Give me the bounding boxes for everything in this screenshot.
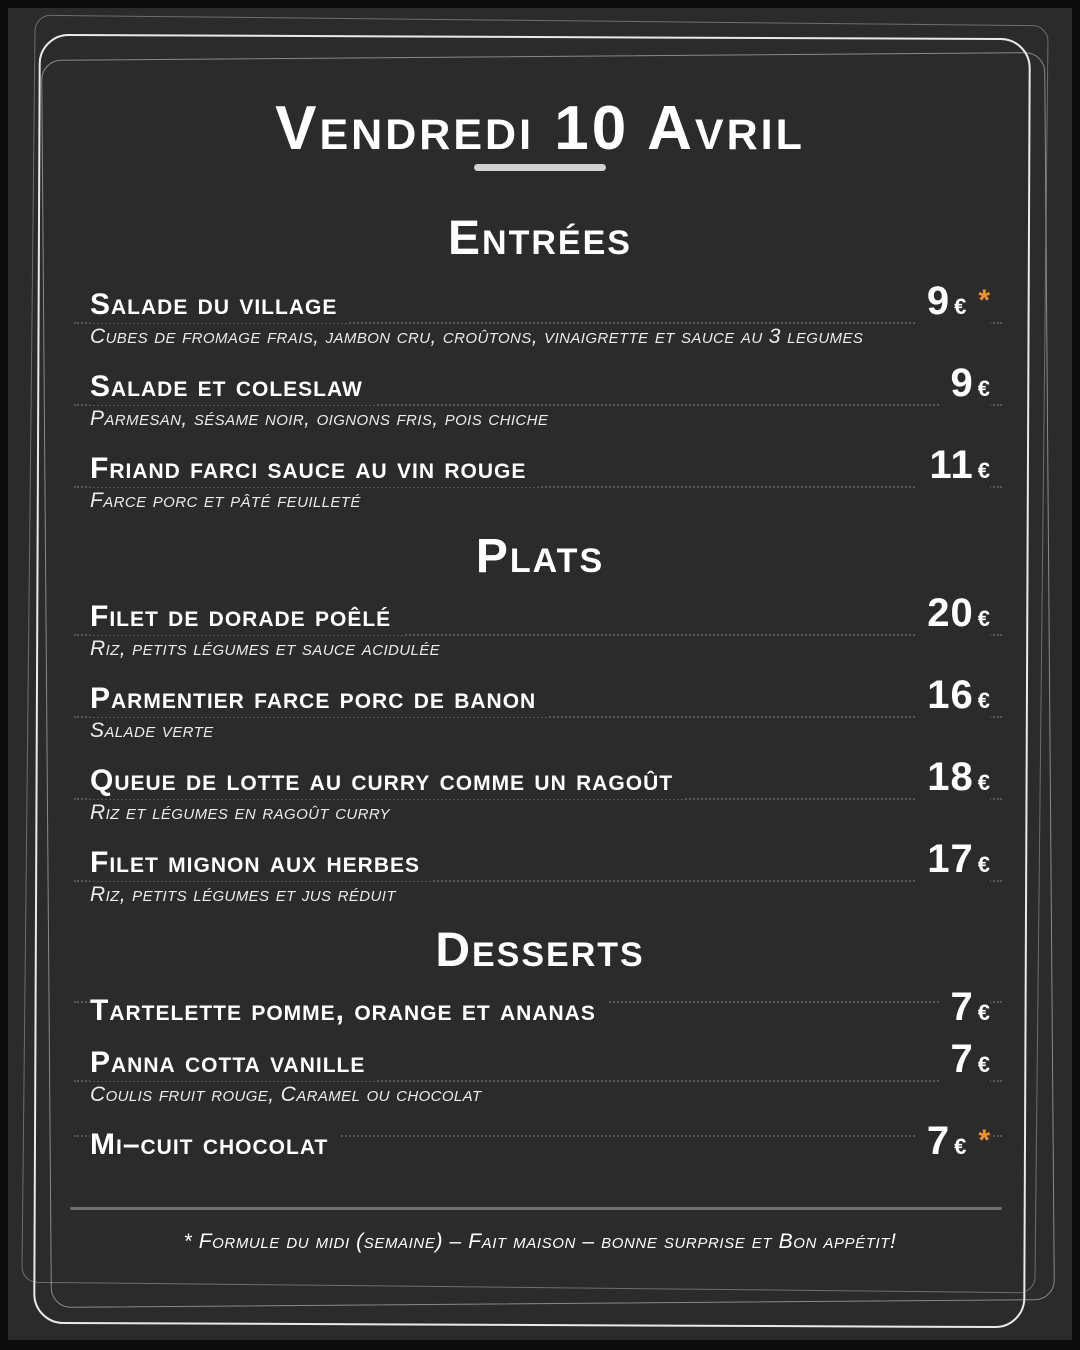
menu-date-title: Vendredi 10 Avril <box>275 94 805 163</box>
title-underline <box>474 164 606 171</box>
footer-note: * Formule du midi (semaine) – Fait maison – bonne surprise et Bon appétit! <box>183 1230 897 1253</box>
chalkboard <box>8 8 1072 1340</box>
item-description: Parmesan, sésame noir, oignons fris, pois chiche <box>90 407 549 430</box>
section-heading: Entrées <box>448 212 632 265</box>
price-value: 9 <box>926 279 951 323</box>
promo-asterisk: * <box>978 1124 990 1157</box>
menu-content <box>8 96 1072 1340</box>
item-name: Mi–cuit chocolat <box>90 1127 340 1163</box>
euro-sign: € <box>977 376 990 401</box>
menu-item <box>38 985 1042 1029</box>
menu-item <box>38 279 1042 349</box>
euro-sign: € <box>977 688 990 713</box>
item-name: Filet mignon aux herbes <box>90 845 432 881</box>
euro-sign: € <box>977 458 990 483</box>
item-row <box>90 755 990 799</box>
price-value: 17 <box>927 837 974 881</box>
item-row <box>90 443 990 487</box>
euro-sign: € <box>954 294 967 319</box>
item-row <box>90 985 990 1029</box>
item-name: Parmentier farce porc de banon <box>90 681 548 717</box>
item-price <box>915 279 990 328</box>
euro-sign: € <box>977 852 990 877</box>
item-price <box>915 1119 990 1168</box>
item-name: Filet de dorade poêlé <box>90 599 403 635</box>
item-price <box>915 837 990 886</box>
item-description: Cubes de fromage frais, jambon cru, croûtons, vinaigrette et sauce au 3 legumes <box>90 325 864 348</box>
menu-item <box>38 591 1042 661</box>
menu-item <box>38 361 1042 431</box>
promo-asterisk: * <box>978 284 990 317</box>
item-row <box>90 591 990 635</box>
item-price <box>939 361 991 410</box>
item-price <box>915 673 990 722</box>
menu-item <box>38 837 1042 907</box>
item-description: Riz, petits légumes et sauce acidulée <box>90 637 441 660</box>
section-heading: Desserts <box>435 924 645 977</box>
price-value: 20 <box>927 591 974 635</box>
item-price <box>917 443 990 492</box>
item-description: Coulis fruit rouge, Caramel ou chocolat <box>90 1083 482 1106</box>
menu-section <box>8 211 1072 513</box>
item-name: Panna cotta vanille <box>90 1045 377 1081</box>
item-row <box>90 673 990 717</box>
item-price <box>939 985 991 1034</box>
item-price <box>939 1037 991 1086</box>
menu-section <box>8 529 1072 907</box>
item-row <box>90 1119 990 1163</box>
euro-sign: € <box>977 606 990 631</box>
item-row <box>90 361 990 405</box>
item-name: Friand farci sauce au vin rouge <box>90 451 538 487</box>
price-value: 7 <box>950 985 974 1029</box>
item-row <box>90 837 990 881</box>
euro-sign: € <box>977 1052 990 1077</box>
menu-item <box>38 673 1042 743</box>
footer-divider <box>70 1207 1002 1210</box>
menu-item <box>38 443 1042 513</box>
section-heading: Plats <box>475 530 605 583</box>
item-description: Riz et légumes en ragoût curry <box>90 801 390 824</box>
item-name: Salade du village <box>90 287 349 323</box>
price-value: 11 <box>929 443 974 487</box>
item-description: Salade verte <box>90 719 214 742</box>
item-description: Farce porc et pâté feuilleté <box>90 489 361 512</box>
item-name: Tartelette pomme, orange et ananas <box>90 993 608 1029</box>
menu-item <box>38 1119 1042 1163</box>
menu-item <box>38 755 1042 825</box>
item-row <box>90 1037 990 1081</box>
price-value: 7 <box>950 1037 974 1081</box>
item-row <box>90 279 990 323</box>
menu-item <box>38 1037 1042 1107</box>
item-price <box>915 755 990 804</box>
item-name: Salade et coleslaw <box>90 369 375 405</box>
price-value: 7 <box>926 1119 951 1163</box>
menu-section <box>8 923 1072 1163</box>
price-value: 9 <box>950 361 974 405</box>
item-name: Queue de lotte au curry comme un ragoût <box>90 763 685 799</box>
euro-sign: € <box>954 1134 967 1159</box>
euro-sign: € <box>977 770 990 795</box>
price-value: 16 <box>927 673 974 717</box>
item-description: Riz, petits légumes et jus réduit <box>90 883 396 906</box>
price-value: 18 <box>927 755 974 799</box>
item-price <box>915 591 990 640</box>
euro-sign: € <box>977 1000 990 1025</box>
menu-sections <box>8 211 1072 1163</box>
